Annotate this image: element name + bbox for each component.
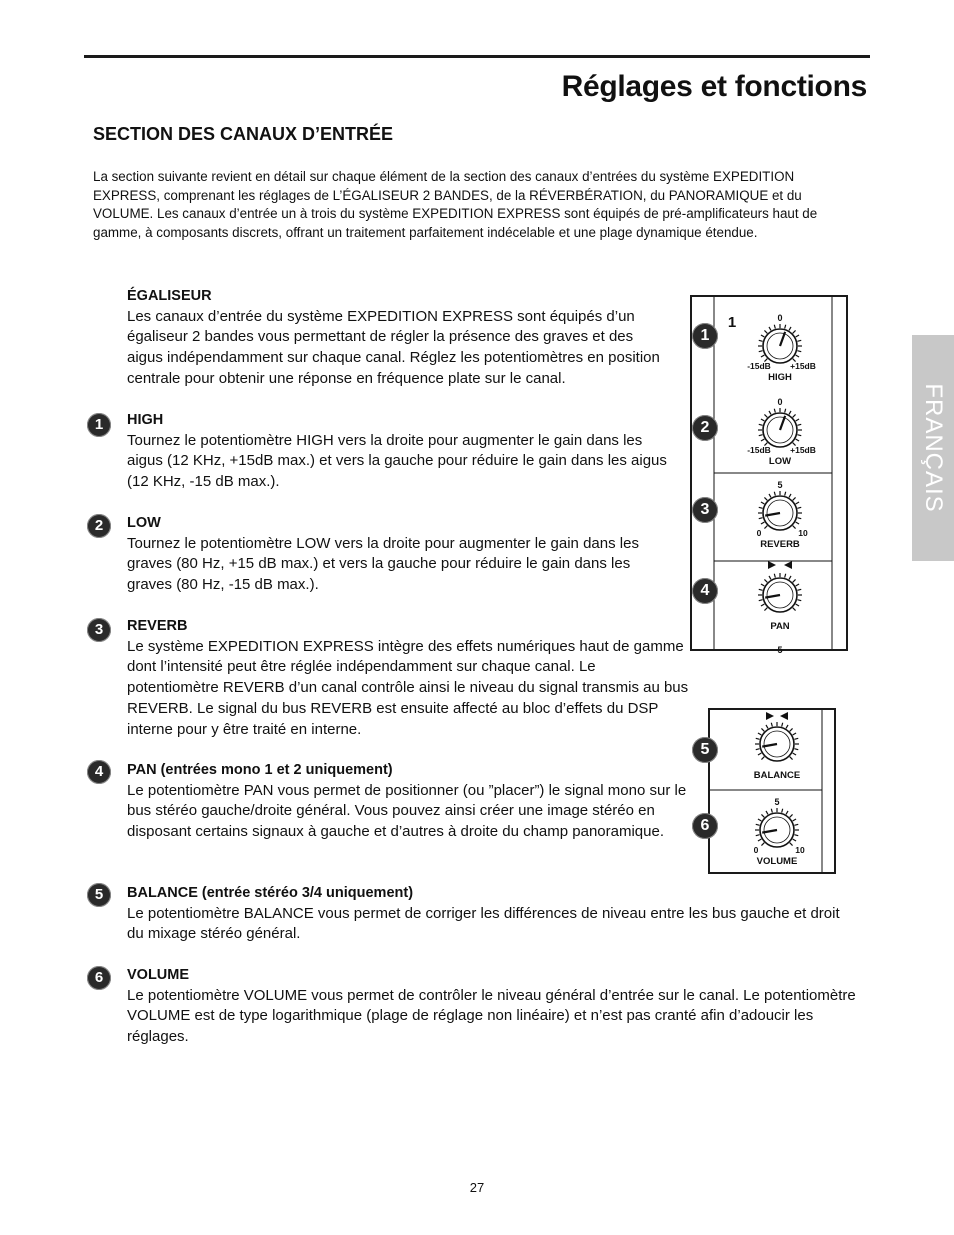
knob-tick	[759, 340, 763, 341]
figure-marker-2-icon: 2	[692, 415, 718, 441]
stereo-channel-drawing	[710, 710, 834, 872]
knob-tick	[793, 733, 796, 735]
knob-tick	[761, 814, 764, 817]
knob-tick	[764, 414, 767, 417]
knob-tick	[759, 507, 763, 508]
knob-label: BALANCE	[753, 770, 801, 781]
knob-left-label: -15dB	[747, 361, 771, 371]
knob-high-icon	[758, 324, 802, 363]
knob-tick	[761, 502, 764, 504]
knob-tick	[756, 749, 760, 750]
knob-tick	[766, 811, 768, 814]
knob-tick	[790, 757, 793, 760]
knob-tick	[786, 811, 788, 814]
knob-label: LOW	[768, 456, 792, 467]
knob-top-label: 5	[777, 480, 783, 490]
knob-tick	[789, 411, 791, 414]
language-tab	[912, 335, 954, 561]
balance-arrow-right-icon	[766, 712, 774, 720]
figure-marker-1-icon: 1	[692, 323, 718, 349]
knob-tick	[771, 809, 772, 813]
knob-tick	[761, 355, 764, 357]
knob-tick	[785, 325, 786, 329]
item-text: Le potentiomètre PAN vous permet de positionner (ou ”placer”) le signal mono sur le bus stéréo gauche/droite général. Vous pouvez ainsi créer une image stéréo en disposant certains signaux à gauche et d’autres à droite du champ panoramique.	[127, 781, 687, 841]
knob-tick	[789, 576, 791, 579]
knob-tick	[796, 502, 799, 504]
figure-marker-4-icon: 4	[692, 578, 718, 604]
knob-tick	[793, 819, 796, 821]
knob-tick	[794, 738, 798, 739]
knob-tick	[794, 824, 798, 825]
item-balance	[127, 883, 857, 945]
knob-tick	[761, 419, 764, 421]
knob-tick	[797, 507, 801, 508]
language-tab-label: FRANÇAIS	[920, 383, 947, 513]
knob-low-icon	[758, 408, 802, 447]
item-text: Le système EXPEDITION EXPRESS intègre des effets numériques haut de gamme dont l’intensité peut être réglée indépendamment sur chaque canal. Le potentiomètre REVERB d’un canal contrôle ainsi le niveau du signal transmis au bus REVERB. Le signal du bus REVERB est ensuite affecté au bloc d’effets du DSP interne pour y être traité en interne.	[127, 637, 689, 738]
knob-tick	[796, 439, 799, 441]
knob-tick	[761, 439, 764, 441]
cut-off-label: 5	[777, 645, 783, 655]
knob-tick	[774, 492, 775, 496]
item-volume	[127, 965, 857, 1048]
knob-tick	[761, 584, 764, 586]
marker-2-icon: 2	[87, 514, 111, 538]
knob-tick	[759, 600, 763, 601]
knob-tick	[758, 753, 761, 755]
knob-top-label: 0	[777, 313, 783, 323]
item-text: Le potentiomètre VOLUME vous permet de contrôler le niveau général d’entrée sur le canal. Le potentiomètre VOLUME est de type logarithmique (plage de réglage non linéaire) et n’est pas cranté afin d’adoucir les réglages.	[127, 986, 856, 1046]
knob-balance-icon	[755, 722, 799, 761]
knob-tick	[796, 584, 799, 586]
item-text: Tournez le potentiomètre LOW vers la droite pour augmenter le gain dans les graves (80 Hz, +15 dB max.) et vers la gauche pour réduire le gain dans les graves (80 Hz, -15 dB max.).	[127, 534, 639, 594]
knob-tick	[785, 492, 786, 496]
knob-tick	[796, 522, 799, 524]
knob-tick	[761, 757, 764, 760]
knob-left-label: 0	[756, 528, 762, 538]
item-high	[127, 410, 675, 493]
knob-tick	[759, 424, 763, 425]
item-title: VOLUME	[127, 967, 190, 983]
knob-tick	[759, 351, 763, 352]
knob-tick	[793, 497, 796, 500]
knob-right-label: 10	[795, 845, 805, 855]
knob-pan-icon	[758, 573, 802, 612]
knob-tick	[790, 728, 793, 731]
knob-tick	[797, 518, 801, 519]
knob-tick	[756, 835, 760, 836]
knob-top-label: 5	[774, 797, 780, 807]
item-text: Les canaux d’entrée du système EXPEDITION EXPRESS sont équipés d’un égaliseur 2 bandes vous permettant de régler la présence des graves et des aigus indépendamment sur chaque canal. Réglez les potentiomètres en position centrale pour obtenir une réponse en fréquence plate sur le canal.	[127, 307, 660, 387]
header-rule	[84, 55, 870, 58]
knob-tick	[758, 839, 761, 841]
knob-tick	[797, 340, 801, 341]
knob-tick	[759, 589, 763, 590]
knob-tick	[761, 728, 764, 731]
figure-marker-6-icon: 6	[692, 813, 718, 839]
knob-tick	[790, 814, 793, 817]
knob-label: HIGH	[768, 372, 792, 383]
channel-number: 1	[727, 314, 737, 331]
intro-paragraph: La section suivante revient en détail sur chaque élément de la section des canaux d’entrées du système EXPEDITION EXPRESS, comprenant les réglages de L’ÉGALISEUR 2 BANDES, de la RÉVERBÉRATION, du PANORAMIQUE et du VOLUME. Les canaux d’entrée un à trois du système EXPEDITION EXPRESS sont équipés de pré-amplificateurs haut de gamme, à composants discrets, offrant un traitement parfaitement indécelable et une plage dynamique étendue.	[93, 169, 818, 240]
figure-marker-3-icon: 3	[692, 497, 718, 523]
knob-label: REVERB	[760, 539, 800, 550]
knob-tick	[761, 843, 764, 846]
marker-5-icon: 5	[87, 883, 111, 907]
balance-arrow-left-icon	[780, 712, 788, 720]
knob-tick	[786, 725, 788, 728]
knob-top-label: 0	[777, 397, 783, 407]
item-reverb	[127, 616, 690, 740]
knob-tick	[797, 435, 801, 436]
section-title: SECTION DES CANAUX D’ENTRÉE	[93, 124, 394, 144]
item-low	[127, 513, 675, 596]
knob-tick	[764, 526, 767, 529]
knob-tick	[761, 335, 764, 337]
knob-tick	[790, 843, 793, 846]
knob-right-label: +15dB	[790, 361, 816, 371]
knob-tick	[764, 497, 767, 500]
knob-tick	[769, 494, 771, 497]
knob-tick	[785, 574, 786, 578]
knob-tick	[785, 409, 786, 413]
knob-left-label: -15dB	[747, 445, 771, 455]
knob-tick	[758, 819, 761, 821]
knob-tick	[789, 327, 791, 330]
knob-tick	[797, 351, 801, 352]
knob-volume-icon	[755, 808, 799, 847]
knob-tick	[793, 579, 796, 582]
knob-tick	[766, 725, 768, 728]
figure-marker-5-icon: 5	[692, 737, 718, 763]
knob-tick	[793, 526, 796, 529]
knob-tick	[796, 419, 799, 421]
page-title: Réglages et fonctions	[561, 70, 867, 103]
knob-tick	[764, 579, 767, 582]
knob-tick	[756, 824, 760, 825]
knob-tick	[797, 600, 801, 601]
knob-tick	[764, 330, 767, 333]
knob-tick	[774, 574, 775, 578]
pan-arrow-right-icon	[768, 561, 776, 569]
marker-4-icon: 4	[87, 760, 111, 784]
knob-tick	[761, 522, 764, 524]
knob-tick	[797, 424, 801, 425]
knob-tick	[796, 355, 799, 357]
item-title: REVERB	[127, 618, 188, 634]
knob-tick	[793, 753, 796, 755]
knob-tick	[769, 411, 771, 414]
knob-reverb-icon	[758, 491, 802, 530]
knob-tick	[769, 576, 771, 579]
knob-tick	[793, 414, 796, 417]
stereo-channel-figure	[708, 708, 836, 874]
item-title: PAN (entrées mono 1 et 2 uniquement)	[127, 762, 393, 778]
item-title: LOW	[127, 515, 161, 531]
knob-tick	[761, 604, 764, 606]
marker-3-icon: 3	[87, 618, 111, 642]
knob-tick	[774, 325, 775, 329]
item-egaliseur	[127, 286, 672, 390]
knob-tick	[782, 723, 783, 727]
item-title: ÉGALISEUR	[127, 288, 212, 304]
knob-tick	[756, 738, 760, 739]
item-pan	[127, 760, 690, 843]
knob-tick	[789, 494, 791, 497]
knob-tick	[794, 749, 798, 750]
item-text: Le potentiomètre BALANCE vous permet de corriger les différences de niveau entre les bus gauche et droit du mixage stéréo général.	[127, 904, 840, 943]
knob-right-label: 10	[798, 528, 808, 538]
knob-tick	[759, 435, 763, 436]
knob-tick	[796, 604, 799, 606]
knob-tick	[793, 839, 796, 841]
item-title: BALANCE (entrée stéréo 3/4 uniquement)	[127, 885, 414, 901]
knob-right-label: +15dB	[790, 445, 816, 455]
item-title: HIGH	[127, 412, 164, 428]
knob-tick	[759, 518, 763, 519]
knob-tick	[793, 608, 796, 611]
marker-1-icon: 1	[87, 413, 111, 437]
knob-tick	[771, 723, 772, 727]
knob-tick	[769, 327, 771, 330]
item-text: Tournez le potentiomètre HIGH vers la droite pour augmenter le gain dans les aigus (12 KHz, +15dB max.) et vers la gauche pour réduire le gain dans les aigus (12 KHz, -15 dB max.).	[127, 431, 667, 491]
knob-tick	[796, 335, 799, 337]
marker-6-icon: 6	[87, 966, 111, 990]
knob-tick	[764, 608, 767, 611]
knob-tick	[797, 589, 801, 590]
knob-tick	[793, 330, 796, 333]
knob-label: PAN	[770, 621, 790, 632]
knob-tick	[774, 409, 775, 413]
pan-arrow-left-icon	[784, 561, 792, 569]
knob-tick	[758, 733, 761, 735]
knob-label: VOLUME	[756, 856, 798, 867]
knob-left-label: 0	[753, 845, 759, 855]
page-number: 27	[469, 1180, 485, 1195]
knob-tick	[782, 809, 783, 813]
knob-tick	[794, 835, 798, 836]
